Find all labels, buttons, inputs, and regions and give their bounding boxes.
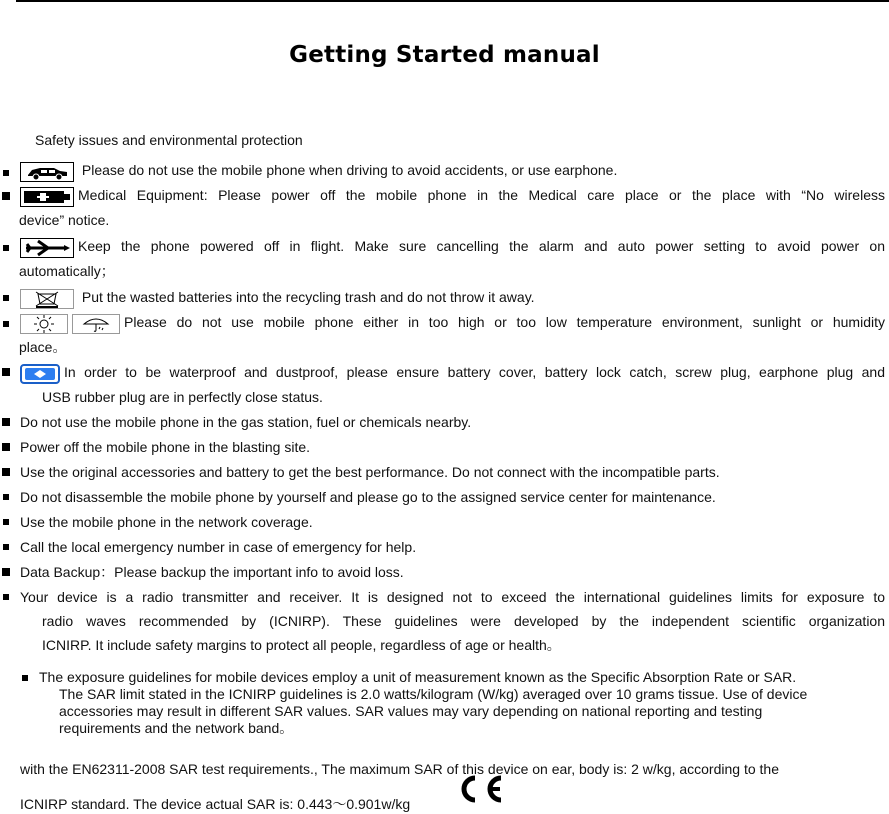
bullet (2, 192, 10, 200)
bullet (3, 170, 9, 176)
sar-text: The exposure guidelines for mobile devices employ a unit of measurement known as the Specific Absorption Rate or SAR. (39, 669, 797, 685)
medical-device-icon (20, 187, 74, 205)
airplane-icon (20, 238, 74, 256)
item-text: Do not disassemble the mobile phone by yourself and please go to the assigned service center for maintenance. (20, 489, 716, 505)
item-text: Data Backup：Please backup the important info to avoid loss. (20, 564, 404, 580)
car-icon (20, 162, 74, 180)
item-text: device” notice. (19, 212, 110, 228)
item-text: Your device is a radio transmitter and receiver. It is designed not to exceed the international guidelines limits for exposure to (20, 589, 885, 605)
item-text: ICNIRP. It include safety margins to protect all people, regardless of age or health。 (42, 637, 561, 653)
item-text: radio waves recommended by (ICNIRP). These guidelines were developed by the independent scientific organization (42, 613, 885, 629)
bullet (2, 568, 10, 576)
sar-text: The SAR limit stated in the ICNIRP guidelines is 2.0 watts/kilogram (W/kg) averaged over 10 grams tissue. Use of device (59, 686, 808, 702)
umbrella-icon (72, 314, 120, 332)
bullet (3, 594, 9, 600)
item-text: Use the mobile phone in the network coverage. (20, 514, 313, 530)
item-text: Do not use the mobile phone in the gas station, fuel or chemicals nearby. (20, 414, 472, 430)
bullet (3, 494, 9, 500)
bullet (2, 368, 10, 376)
footer-line-2 (20, 794, 410, 814)
bullet (22, 675, 28, 681)
waterproof-icon (20, 364, 60, 382)
bullet (3, 544, 9, 550)
item-text: Medical Equipment: Please power off the mobile phone in the Medical care place or the place with “No wireless (78, 187, 885, 203)
bullet (3, 295, 9, 301)
sun-icon (20, 314, 68, 332)
bullet (3, 245, 9, 251)
item-text: automatically； (19, 263, 115, 279)
battery-recycle-icon (20, 289, 74, 307)
bullet (2, 418, 10, 426)
bullet (3, 321, 9, 327)
item-text: Please do not use the mobile phone when driving to avoid accidents, or use earphone. (81, 162, 618, 178)
top-rule (16, 0, 889, 2)
item-text: Use the original accessories and battery to get the best performance. Do not connect with the incompatible parts. (20, 464, 720, 480)
bullet (3, 519, 9, 525)
item-text: Keep the phone powered off in flight. Make sure cancelling the alarm and auto power setting to avoid power on (78, 238, 885, 254)
item-text: In order to be waterproof and dustproof, please ensure battery cover, battery lock catch, screw plug, earphone plug and (64, 364, 885, 380)
bullet (2, 443, 10, 451)
page-title: Getting Started manual (289, 42, 600, 68)
ce-mark-icon (455, 774, 505, 807)
item-text: Call the local emergency number in case of emergency for help. (20, 539, 417, 555)
bullet (2, 468, 10, 476)
item-text: place。 (19, 339, 67, 355)
intro-heading: Safety issues and environmental protection (35, 132, 303, 148)
footer-line-1: with the EN62311-2008 SAR test requirements., The maximum SAR of this device on ear, body is: 2 w/kg, according to the (20, 761, 779, 777)
sar-text: accessories may result in different SAR values. SAR values may vary depending on national reporting and testing (59, 703, 763, 719)
item-text: Put the wasted batteries into the recycling trash and do not throw it away. (81, 289, 535, 305)
sar-text: requirements and the network band。 (59, 720, 294, 736)
item-text: USB rubber plug are in perfectly close status. (42, 389, 323, 405)
footer-text: ICNIRP standard. The device actual SAR is: 0.443～0.901w/kg (20, 796, 411, 812)
item-text: Please do not use mobile phone either in too high or too low temperature environment, sunlight or humidity (124, 314, 885, 330)
item-text: Power off the mobile phone in the blasting site. (20, 439, 311, 455)
